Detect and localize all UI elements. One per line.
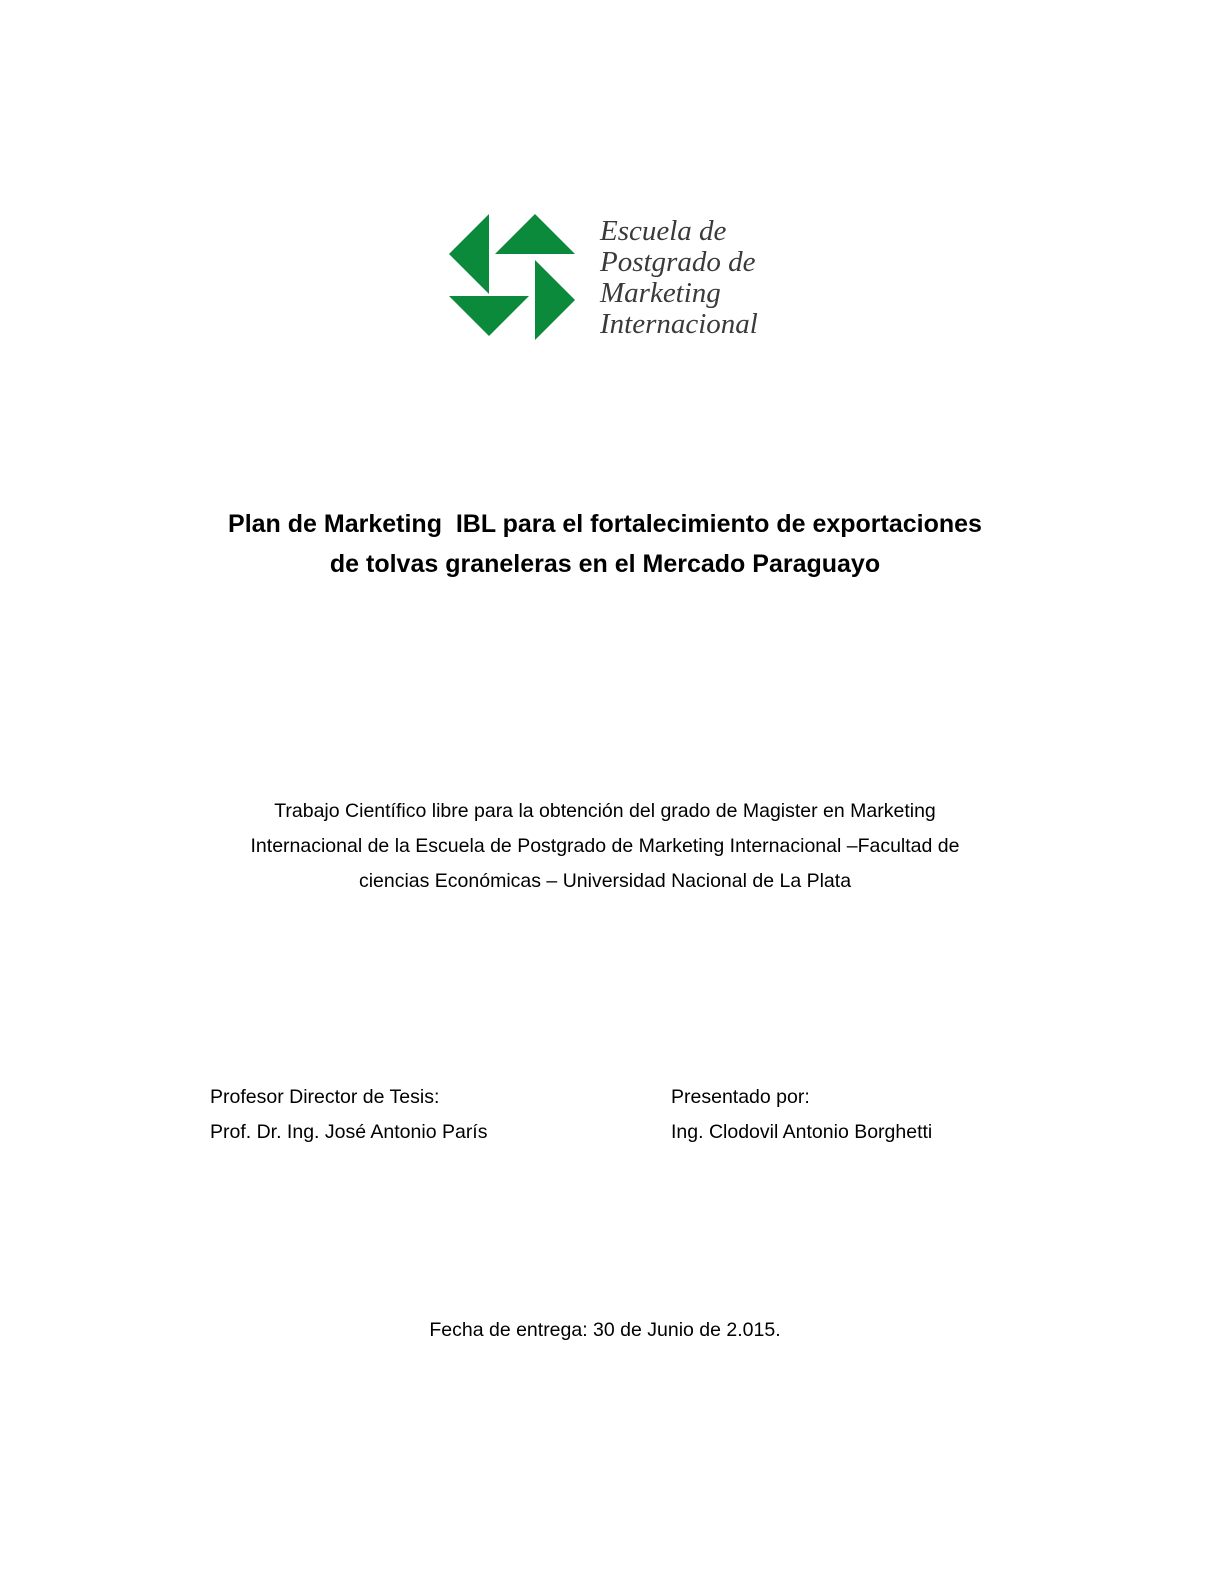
school-logo <box>449 214 779 342</box>
author-block <box>671 1080 932 1150</box>
logo-triangle-top <box>495 214 575 254</box>
author-name: Ing. Clodovil Antonio Borghetti <box>671 1121 933 1143</box>
logo-line: Internacional <box>600 308 758 340</box>
logo-line: Postgrado de <box>600 246 756 278</box>
title-line-1: Plan de Marketing IBL para el fortalecimiento de exportaciones <box>228 510 982 538</box>
logo-line: Escuela de <box>600 215 727 247</box>
description-line-2: Internacional de la Escuela de Postgrado de Marketing Internacional –Facultad de <box>250 835 960 857</box>
degree-description <box>150 794 1060 899</box>
logo-wordmark <box>600 216 758 340</box>
logo-triangle-right <box>535 260 575 340</box>
author-label: Presentado por: <box>671 1086 810 1108</box>
logo-line: Marketing <box>600 277 721 309</box>
advisor-name: Prof. Dr. Ing. José Antonio París <box>210 1121 488 1143</box>
description-line-1: Trabajo Científico libre para la obtención del grado de Magister en Marketing <box>274 800 936 822</box>
description-line-3: ciencias Económicas – Universidad Nacional de La Plata <box>358 870 852 892</box>
logo-triangle-bottom <box>449 296 529 336</box>
document-title <box>150 504 1060 584</box>
logo-triangle-left <box>449 214 489 294</box>
epmi-pinwheel-icon <box>449 214 575 340</box>
advisor-block <box>210 1080 487 1150</box>
submission-date: Fecha de entrega: 30 de Junio de 2.015. <box>429 1319 781 1341</box>
advisor-label: Profesor Director de Tesis: <box>210 1086 440 1108</box>
title-line-2: de tolvas graneleras en el Mercado Paraguayo <box>329 550 881 578</box>
